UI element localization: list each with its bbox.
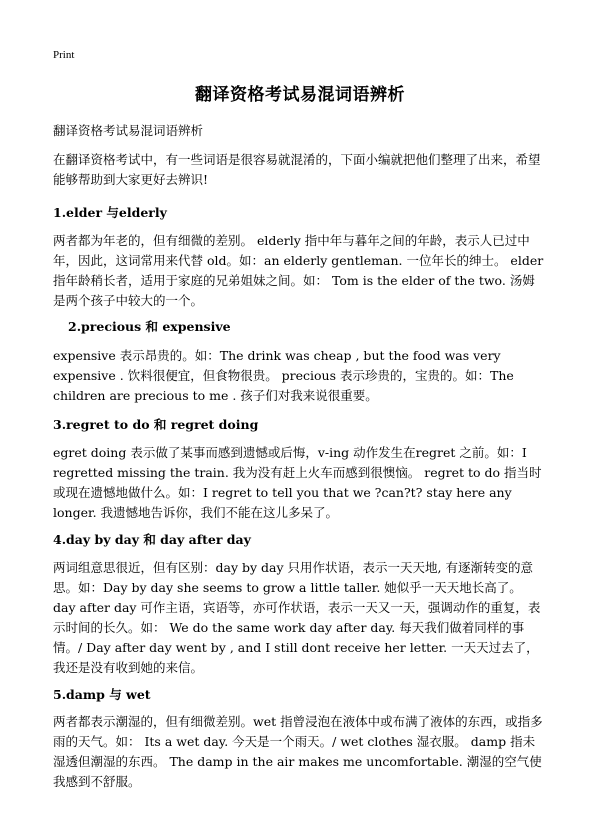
section-body-1: 两者都为年老的，但有细微的差别。 elderly 指中年与暮年之间的年龄，表示人已过中年，因此，这词常用来代替 old。如：an elderly gentleman. 一位年长的绅士。 elder指年龄稍长者，适用于家庭的兄弟姐妹之间。如： Tom is the elder of the two. 汤姆是两个孩子中较大的一个。	[53, 233, 544, 308]
intro-paragraph: 在翻译资格考试中，有一些词语是很容易就混淆的，下面小编就把他们整理了出来，希望能够帮助到大家更好去辨识!	[53, 152, 541, 187]
section-body-2: expensive 表示昂贵的。如：The drink was cheap , but the food was very expensive . 饮料很便宜，但食物很贵。 precious 表示珍贵的，宝贵的。如：The children are precious to me . 孩子们对我来说很重要。	[53, 348, 514, 403]
page-subtitle: 翻译资格考试易混词语辨析	[53, 123, 204, 138]
print-link[interactable]: Print	[53, 49, 75, 61]
section-heading-1: 1.elder 与elderly	[53, 205, 167, 220]
section-heading-4: 4.day by day 和 day after day	[53, 532, 251, 547]
section-body-5: 两者都表示潮湿的，但有细微差别。wet 指曾浸泡在液体中或布满了液体的东西，或指多雨的天气。如： Its a wet day. 今天是一个雨天。/ wet clothes 湿衣服。 damp 指未湿透但潮湿的东西。 The damp in the air makes me uncomfortable. 潮湿的空气使我感到不舒服。	[53, 714, 543, 789]
section-body-4: 两词组意思很近，但有区别：day by day 只用作状语，表示一天天地, 有逐渐转变的意思。如：Day by day she seems to grow a little taller. 她似乎一天天地长高了。 day after day 可作主语，宾语等，亦可作状语，表示一天又一天，强调动作的重复，表示时间的长久。如： We do the same work day after day. 每天我们做着同样的事情。/ Day after day went by , and I still dont receive her letter. 一天天过去了，我还是没有收到她的来信。	[53, 560, 541, 675]
section-heading-3: 3.regret to do 和 regret doing	[53, 417, 259, 432]
page-title: 翻译资格考试易混词语辨析	[195, 85, 405, 105]
section-body-3: egret doing 表示做了某事而感到遗憾或后悔，v-ing 动作发生在regret 之前。如：I regretted missing the train. 我为没有赶上火车而感到很懊恼。 regret to do 指当时或现在遗憾地做什么。如：I regret to tell you that we ?can?t? stay here any longer. 我遗憾地告诉你，我们不能在这儿多呆了。	[53, 445, 542, 520]
section-heading-5: 5.damp 与 wet	[53, 687, 151, 702]
section-heading-2: 2.precious 和 expensive	[68, 319, 231, 334]
